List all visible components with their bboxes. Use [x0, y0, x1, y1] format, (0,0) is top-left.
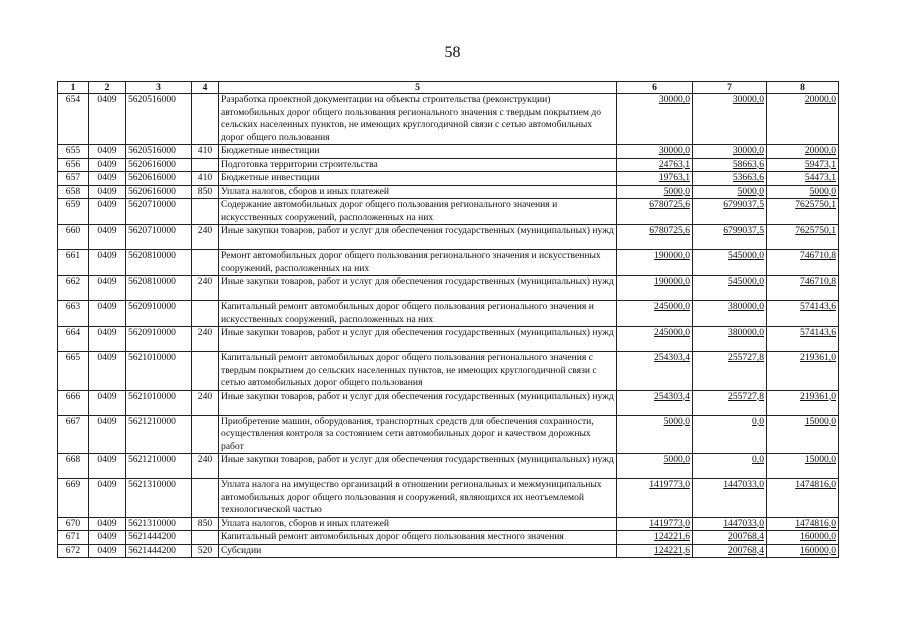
- amount-year2-cell: [693, 185, 767, 199]
- amount-value: 30000,0: [658, 145, 690, 156]
- item-name-cell: Субсидии: [219, 544, 617, 558]
- header-cell: 2: [89, 82, 126, 94]
- section-code-cell: 0409: [89, 390, 126, 415]
- amount-year1-cell: [617, 517, 693, 531]
- table-row: [58, 517, 839, 531]
- amount-year2-cell: [693, 94, 767, 145]
- amount-value: 58663,6: [732, 158, 764, 170]
- amount-value: 53663,6: [732, 172, 764, 183]
- amount-value: 6780725,6: [649, 199, 690, 210]
- item-name-cell: Капитальный ремонт автомобильных дорог общего пользования регионального значения и искусственных сооружений, расположенных на них: [219, 301, 617, 327]
- amount-value: 124221,6: [654, 531, 690, 542]
- table-row: [58, 415, 839, 454]
- expense-type-cell: 240: [192, 225, 219, 250]
- amount-year3-cell: [767, 225, 839, 250]
- header-row: [58, 82, 839, 94]
- header-cell: 3: [126, 82, 192, 94]
- expense-type-cell: [192, 479, 219, 518]
- target-article-cell: 5620616000: [126, 185, 192, 199]
- amount-value: 574143,6: [800, 327, 836, 338]
- table-row: [58, 172, 839, 186]
- amount-year2-cell: [693, 199, 767, 225]
- item-name-cell: Бюджетные инвестиции: [219, 172, 617, 186]
- amount-value: 5000,0: [737, 185, 764, 197]
- header-cell: 7: [693, 82, 767, 94]
- item-name-cell: Бюджетные инвестиции: [219, 145, 617, 159]
- amount-value: 746710,8: [800, 250, 836, 261]
- target-article-cell: 5620910000: [126, 327, 192, 352]
- section-code-cell: 0409: [89, 352, 126, 391]
- amount-value: 219361,0: [800, 390, 836, 402]
- amount-year2-cell: [693, 517, 767, 531]
- amount-year1-cell: [617, 454, 693, 479]
- item-name-cell: Капитальный ремонт автомобильных дорог общего пользования местного значения: [219, 531, 617, 545]
- amount-year2-cell: [693, 544, 767, 558]
- amount-year1-cell: [617, 276, 693, 301]
- table-row: [58, 145, 839, 159]
- amount-year3-cell: [767, 145, 839, 159]
- amount-year3-cell: [767, 454, 839, 479]
- section-code-cell: 0409: [89, 415, 126, 454]
- amount-year3-cell: [767, 327, 839, 352]
- amount-year2-cell: [693, 327, 767, 352]
- table-row: [58, 185, 839, 199]
- amount-value: 254303,4: [654, 390, 690, 402]
- amount-year1-cell: [617, 479, 693, 518]
- item-name-cell: Иные закупки товаров, работ и услуг для обеспечения государственных (муниципальных) нужд: [219, 225, 617, 250]
- amount-value: 545000,0: [728, 276, 764, 287]
- row-number-cell: 668: [58, 454, 89, 479]
- amount-year1-cell: [617, 185, 693, 199]
- target-article-cell: 5620810000: [126, 276, 192, 301]
- target-article-cell: 5621444200: [126, 544, 192, 558]
- table-row: [58, 454, 839, 479]
- amount-value: 30000,0: [732, 145, 764, 156]
- amount-value: 219361,0: [800, 352, 836, 363]
- amount-value: 1419773,0: [649, 517, 690, 529]
- amount-value: 7625750,1: [795, 225, 836, 236]
- amount-year3-cell: [767, 172, 839, 186]
- amount-year1-cell: [617, 94, 693, 145]
- item-name-cell: Иные закупки товаров, работ и услуг для обеспечения государственных (муниципальных) нужд: [219, 276, 617, 301]
- amount-value: 190000,0: [654, 250, 690, 261]
- target-article-cell: 5620910000: [126, 301, 192, 327]
- section-code-cell: 0409: [89, 199, 126, 225]
- amount-year3-cell: [767, 185, 839, 199]
- budget-table: [57, 81, 839, 558]
- amount-value: 746710,8: [800, 276, 836, 287]
- amount-year3-cell: [767, 199, 839, 225]
- amount-value: 380000,0: [728, 327, 764, 338]
- amount-value: 1474816,0: [795, 479, 836, 490]
- amount-year2-cell: [693, 158, 767, 172]
- amount-value: 160000,0: [800, 544, 836, 556]
- amount-value: 20000,0: [804, 94, 836, 105]
- section-code-cell: 0409: [89, 517, 126, 531]
- expense-type-cell: [192, 158, 219, 172]
- amount-year3-cell: [767, 517, 839, 531]
- amount-value: 24763,1: [658, 158, 690, 170]
- target-article-cell: 5621010000: [126, 390, 192, 415]
- amount-year3-cell: [767, 94, 839, 145]
- expense-type-cell: 410: [192, 172, 219, 186]
- amount-value: 1447033,0: [723, 517, 764, 529]
- amount-value: 245000,0: [654, 327, 690, 338]
- amount-year3-cell: [767, 415, 839, 454]
- row-number-cell: 656: [58, 158, 89, 172]
- amount-year2-cell: [693, 250, 767, 276]
- expense-type-cell: [192, 199, 219, 225]
- amount-year1-cell: [617, 145, 693, 159]
- row-number-cell: 664: [58, 327, 89, 352]
- item-name-cell: Иные закупки товаров, работ и услуг для обеспечения государственных (муниципальных) нужд: [219, 390, 617, 415]
- row-number-cell: 672: [58, 544, 89, 558]
- row-number-cell: 670: [58, 517, 89, 531]
- amount-year2-cell: [693, 479, 767, 518]
- amount-value: 6799037,5: [723, 225, 764, 236]
- table-row: [58, 390, 839, 415]
- header-cell: 1: [58, 82, 89, 94]
- amount-value: 5000,0: [663, 415, 690, 427]
- section-code-cell: 0409: [89, 531, 126, 545]
- row-number-cell: 666: [58, 390, 89, 415]
- expense-type-cell: 240: [192, 327, 219, 352]
- amount-year3-cell: [767, 544, 839, 558]
- amount-value: 6780725,6: [649, 225, 690, 236]
- amount-year3-cell: [767, 301, 839, 327]
- target-article-cell: 5621444200: [126, 531, 192, 545]
- expense-type-cell: 240: [192, 454, 219, 479]
- target-article-cell: 5620516000: [126, 145, 192, 159]
- section-code-cell: 0409: [89, 94, 126, 145]
- page-number: 58: [444, 44, 461, 61]
- table-row: [58, 158, 839, 172]
- amount-value: 200768,4: [728, 531, 764, 542]
- amount-value: 1419773,0: [649, 479, 690, 490]
- item-name-cell: Приобретение машин, оборудования, транспортных средств для обеспечения сохранности, осуществления контроля за состоянием сети автомобильных дорог и качеством дорожных работ: [219, 415, 617, 454]
- amount-year1-cell: [617, 352, 693, 391]
- expense-type-cell: 410: [192, 145, 219, 159]
- amount-value: 54473,1: [804, 172, 836, 183]
- amount-value: 574143,6: [800, 301, 836, 312]
- table-row: [58, 225, 839, 250]
- amount-value: 19763,1: [658, 172, 690, 183]
- amount-value: 190000,0: [654, 276, 690, 287]
- amount-value: 1474816,0: [795, 517, 836, 529]
- table-row: [58, 479, 839, 518]
- item-name-cell: Уплата налогов, сборов и иных платежей: [219, 517, 617, 531]
- amount-year1-cell: [617, 199, 693, 225]
- amount-year1-cell: [617, 250, 693, 276]
- amount-year2-cell: [693, 454, 767, 479]
- amount-year3-cell: [767, 390, 839, 415]
- row-number-cell: 663: [58, 301, 89, 327]
- amount-year2-cell: [693, 145, 767, 159]
- expense-type-cell: 240: [192, 276, 219, 301]
- amount-value: 5000,0: [663, 185, 690, 197]
- item-name-cell: Ремонт автомобильных дорог общего пользования регионального значения и искусственных сооружений, расположенных на них: [219, 250, 617, 276]
- amount-year2-cell: [693, 415, 767, 454]
- row-number-cell: 654: [58, 94, 89, 145]
- row-number-cell: 665: [58, 352, 89, 391]
- table-row: [58, 352, 839, 391]
- table-row: [58, 250, 839, 276]
- amount-year1-cell: [617, 390, 693, 415]
- amount-year1-cell: [617, 531, 693, 545]
- target-article-cell: 5620710000: [126, 225, 192, 250]
- row-number-cell: 671: [58, 531, 89, 545]
- target-article-cell: 5621210000: [126, 454, 192, 479]
- row-number-cell: 655: [58, 145, 89, 159]
- expense-type-cell: [192, 415, 219, 454]
- section-code-cell: 0409: [89, 172, 126, 186]
- amount-value: 5000,0: [809, 185, 836, 197]
- section-code-cell: 0409: [89, 454, 126, 479]
- amount-value: 124221,6: [654, 544, 690, 556]
- expense-type-cell: [192, 94, 219, 145]
- amount-year2-cell: [693, 276, 767, 301]
- section-code-cell: 0409: [89, 301, 126, 327]
- header-cell: 4: [192, 82, 219, 94]
- row-number-cell: 662: [58, 276, 89, 301]
- table-row: [58, 531, 839, 545]
- target-article-cell: 5620810000: [126, 250, 192, 276]
- amount-value: 254303,4: [654, 352, 690, 363]
- section-code-cell: 0409: [89, 327, 126, 352]
- amount-year3-cell: [767, 352, 839, 391]
- amount-value: 255727,8: [728, 352, 764, 363]
- item-name-cell: Капитальный ремонт автомобильных дорог общего пользования регионального значения с твердым покрытием до сельских населенных пунктов, не имеющих круглогодичной связи с сетью автомобильных дорог общего пользования: [219, 352, 617, 391]
- target-article-cell: 5621010000: [126, 352, 192, 391]
- amount-value: 200768,4: [728, 544, 764, 556]
- item-name-cell: Уплата налога на имущество организаций в отношении региональных и межмуниципальных автомобильных дорог общего пользования и сооружений, являющихся их неотъемлемой технологической частью: [219, 479, 617, 518]
- target-article-cell: 5620616000: [126, 158, 192, 172]
- amount-year2-cell: [693, 352, 767, 391]
- row-number-cell: 658: [58, 185, 89, 199]
- amount-value: 5000,0: [663, 454, 690, 465]
- table-row: [58, 199, 839, 225]
- amount-year3-cell: [767, 531, 839, 545]
- amount-year2-cell: [693, 301, 767, 327]
- section-code-cell: 0409: [89, 250, 126, 276]
- table-row: [58, 544, 839, 558]
- expense-type-cell: [192, 301, 219, 327]
- expense-type-cell: [192, 250, 219, 276]
- amount-value: 245000,0: [654, 301, 690, 312]
- amount-value: 0,0: [752, 415, 764, 427]
- table-row: [58, 327, 839, 352]
- item-name-cell: Иные закупки товаров, работ и услуг для обеспечения государственных (муниципальных) нужд: [219, 454, 617, 479]
- row-number-cell: 659: [58, 199, 89, 225]
- header-cell: 6: [617, 82, 693, 94]
- row-number-cell: 669: [58, 479, 89, 518]
- row-number-cell: 661: [58, 250, 89, 276]
- amount-year2-cell: [693, 390, 767, 415]
- target-article-cell: 5620616000: [126, 172, 192, 186]
- item-name-cell: Подготовка территории строительства: [219, 158, 617, 172]
- target-article-cell: 5620516000: [126, 94, 192, 145]
- amount-year1-cell: [617, 544, 693, 558]
- amount-value: 545000,0: [728, 250, 764, 261]
- row-number-cell: 657: [58, 172, 89, 186]
- amount-value: 1447033,0: [723, 479, 764, 490]
- amount-year1-cell: [617, 172, 693, 186]
- row-number-cell: 660: [58, 225, 89, 250]
- amount-year3-cell: [767, 250, 839, 276]
- expense-type-cell: 850: [192, 517, 219, 531]
- amount-year1-cell: [617, 301, 693, 327]
- section-code-cell: 0409: [89, 225, 126, 250]
- section-code-cell: 0409: [89, 276, 126, 301]
- amount-value: 15000,0: [804, 415, 836, 427]
- item-name-cell: Содержание автомобильных дорог общего пользования регионального значения и искусственных сооружений, расположенных на них: [219, 199, 617, 225]
- amount-value: 30000,0: [732, 94, 764, 105]
- amount-year2-cell: [693, 225, 767, 250]
- target-article-cell: 5620710000: [126, 199, 192, 225]
- expense-type-cell: [192, 352, 219, 391]
- table-row: [58, 301, 839, 327]
- amount-year1-cell: [617, 415, 693, 454]
- item-name-cell: Иные закупки товаров, работ и услуг для обеспечения государственных (муниципальных) нужд: [219, 327, 617, 352]
- expense-type-cell: [192, 531, 219, 545]
- amount-year2-cell: [693, 531, 767, 545]
- table-row: [58, 276, 839, 301]
- amount-value: 7625750,1: [795, 199, 836, 210]
- amount-value: 30000,0: [658, 94, 690, 105]
- expense-type-cell: 850: [192, 185, 219, 199]
- expense-type-cell: 520: [192, 544, 219, 558]
- amount-value: 59473,1: [804, 158, 836, 170]
- section-code-cell: 0409: [89, 158, 126, 172]
- amount-value: 20000,0: [804, 145, 836, 156]
- section-code-cell: 0409: [89, 544, 126, 558]
- amount-value: 0,0: [752, 454, 764, 465]
- target-article-cell: 5621310000: [126, 479, 192, 518]
- item-name-cell: Уплата налогов, сборов и иных платежей: [219, 185, 617, 199]
- amount-year3-cell: [767, 276, 839, 301]
- amount-value: 6799037,5: [723, 199, 764, 210]
- section-code-cell: 0409: [89, 185, 126, 199]
- amount-year3-cell: [767, 479, 839, 518]
- amount-year1-cell: [617, 225, 693, 250]
- table-row: [58, 94, 839, 145]
- amount-year1-cell: [617, 158, 693, 172]
- item-name-cell: Разработка проектной документации на объекты строительства (реконструкции) автомобильных дорог общего пользования регионального значения с твердым покрытием до сельских населенных пунктов, не имеющих круглогодичной связи с сетью автомобильных дорог общего пользования: [219, 94, 617, 145]
- amount-year2-cell: [693, 172, 767, 186]
- header-cell: 8: [767, 82, 839, 94]
- amount-value: 255727,8: [728, 390, 764, 402]
- header-cell: 5: [219, 82, 617, 94]
- row-number-cell: 667: [58, 415, 89, 454]
- section-code-cell: 0409: [89, 145, 126, 159]
- amount-year1-cell: [617, 327, 693, 352]
- target-article-cell: 5621310000: [126, 517, 192, 531]
- expense-type-cell: 240: [192, 390, 219, 415]
- target-article-cell: 5621210000: [126, 415, 192, 454]
- amount-year3-cell: [767, 158, 839, 172]
- amount-value: 380000,0: [728, 301, 764, 312]
- section-code-cell: 0409: [89, 479, 126, 518]
- amount-value: 160000,0: [800, 531, 836, 542]
- amount-value: 15000,0: [804, 454, 836, 465]
